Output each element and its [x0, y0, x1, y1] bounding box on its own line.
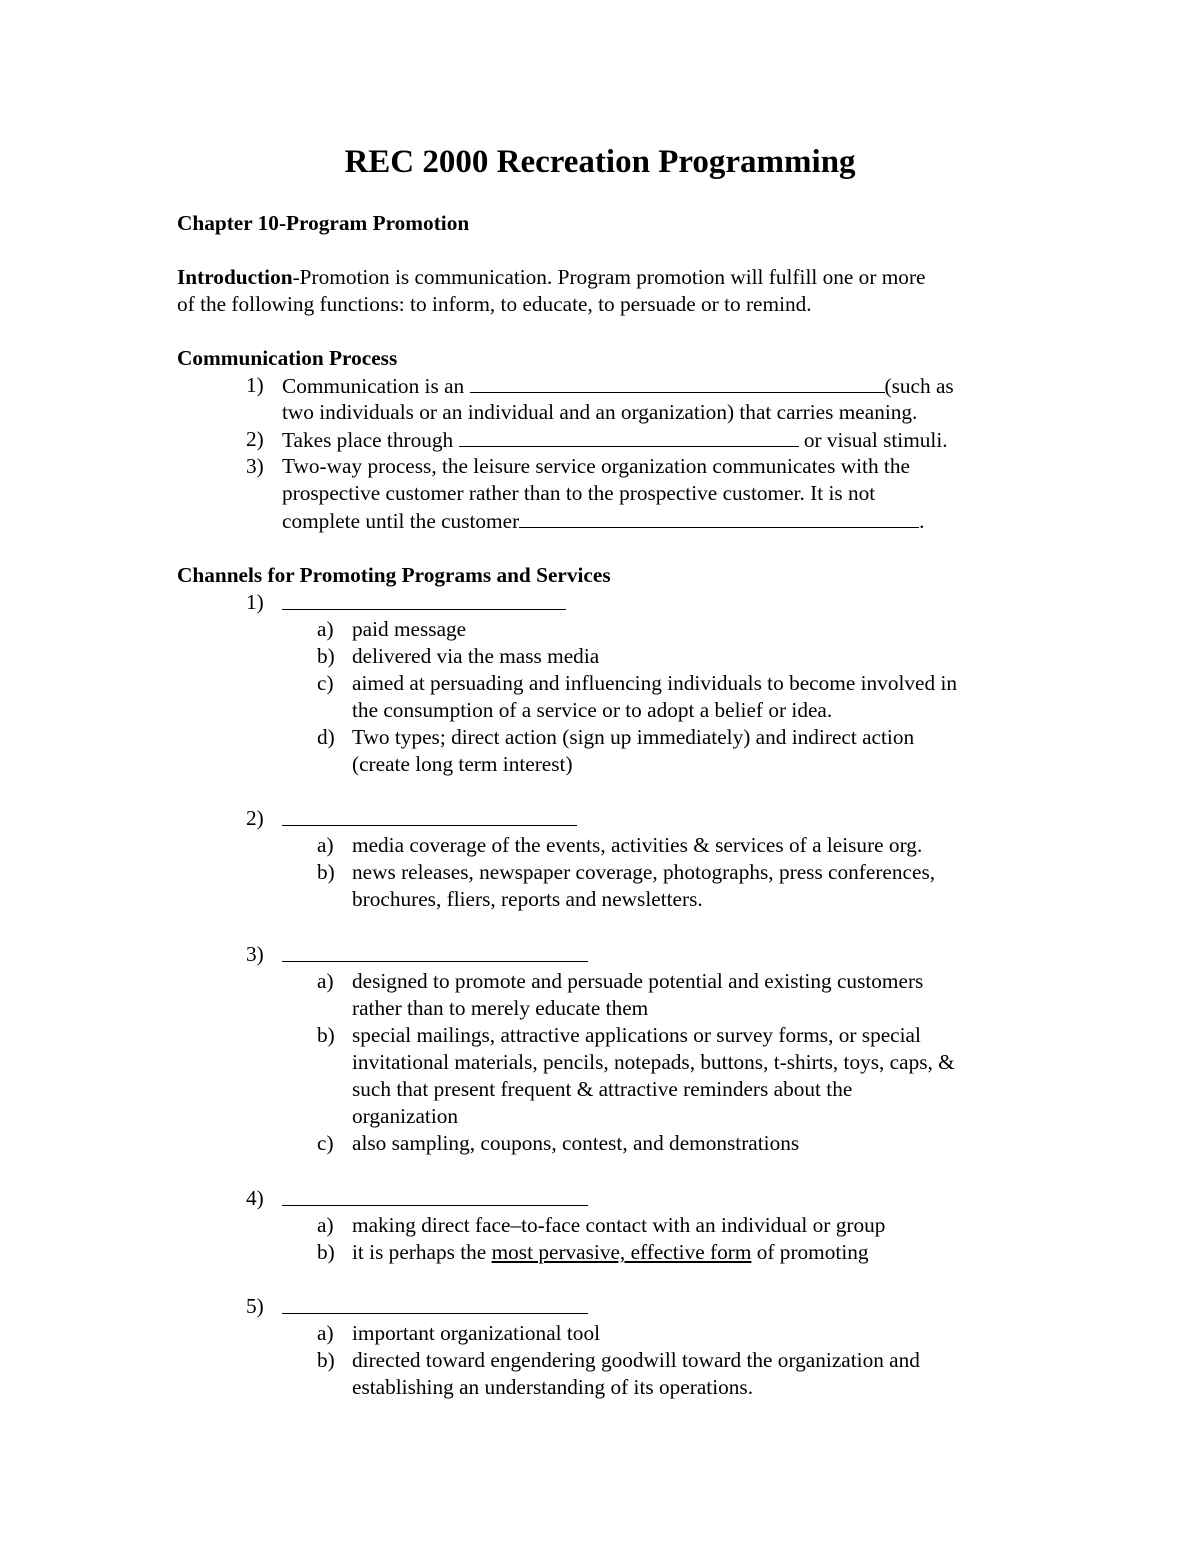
sub-item-text: also sampling, coupons, contest, and demonstrations [352, 1131, 800, 1155]
comm-item-1-pre: Communication is an [282, 374, 470, 398]
sub-item-text: delivered via the mass media [352, 644, 600, 668]
sub-item-text: news releases, newspaper coverage, photographs, press conferences, [352, 860, 936, 884]
communication-heading: Communication Process [177, 346, 398, 370]
channel-1-blank-line [282, 589, 566, 617]
fill-blank[interactable] [519, 507, 919, 528]
sub-letter: b) [317, 1240, 335, 1264]
sub-item-text: establishing an understanding of its operations. [352, 1375, 754, 1399]
fill-blank[interactable] [459, 426, 799, 447]
sub-item-text: Two types; direct action (sign up immediately) and indirect action [352, 725, 915, 749]
sub-letter: a) [317, 833, 334, 857]
sub-item-text: (create long term interest) [352, 752, 573, 776]
intro-text-1: -Promotion is communication. Program promotion will fulfill one or more [292, 265, 926, 289]
comm-item-number: 1) [246, 373, 264, 397]
channel-5-blank-line [282, 1293, 588, 1321]
comm-item-3-line-2: prospective customer rather than to the prospective customer. It is not [282, 481, 876, 505]
sub-letter: a) [317, 1321, 334, 1345]
fill-blank[interactable] [282, 941, 588, 962]
fill-blank[interactable] [282, 1293, 588, 1314]
comm-item-number: 2) [246, 427, 264, 451]
sub-item-text [352, 1239, 869, 1266]
channels-heading: Channels for Promoting Programs and Services [177, 563, 611, 587]
fill-blank[interactable] [282, 589, 566, 610]
sub-item-text: rather than to merely educate them [352, 996, 649, 1020]
channel-number: 1) [246, 590, 264, 614]
comm-item-1-cont: two individuals or an individual and an organization) that carries meaning. [282, 400, 918, 424]
fill-blank[interactable] [282, 805, 577, 826]
sub-letter: a) [317, 617, 334, 641]
comm-item-number: 3) [246, 454, 264, 478]
comm-item-3-post: . [919, 509, 925, 533]
comm-item-3-line-1: Two-way process, the leisure service organization communicates with the [282, 454, 910, 478]
fill-blank[interactable] [282, 1185, 588, 1206]
sub-item-text: brochures, fliers, reports and newsletters. [352, 887, 703, 911]
comm-item-2-pre: Takes place through [282, 428, 459, 452]
channel-2-blank-line [282, 805, 577, 833]
sub-item-text: designed to promote and persuade potential and existing customers [352, 969, 924, 993]
sub-letter: b) [317, 1023, 335, 1047]
intro-paragraph-line-2: of the following functions: to inform, to educate, to persuade or to remind. [177, 292, 812, 316]
channel-number: 4) [246, 1186, 264, 1210]
intro-paragraph-line-1 [177, 264, 926, 291]
sub-letter: a) [317, 1213, 334, 1237]
comm-item-3-line-3 [282, 507, 925, 535]
sub-item-text: the consumption of a service or to adopt a belief or idea. [352, 698, 833, 722]
sub-item-text: directed toward engendering goodwill toward the organization and [352, 1348, 920, 1372]
chapter-heading: Chapter 10-Program Promotion [177, 211, 470, 235]
sub-letter: b) [317, 1348, 335, 1372]
sub-item-text: making direct face–to-face contact with an individual or group [352, 1213, 886, 1237]
sub-item-pre: it is perhaps the [352, 1240, 492, 1264]
sub-item-text: important organizational tool [352, 1321, 601, 1345]
emphasis-underlined: most pervasive, effective form [491, 1240, 752, 1264]
sub-letter: c) [317, 671, 334, 695]
sub-item-text: special mailings, attractive applications or survey forms, or special [352, 1023, 921, 1047]
sub-item-text: invitational materials, pencils, notepads, buttons, t-shirts, toys, caps, & [352, 1050, 955, 1074]
sub-letter: b) [317, 860, 335, 884]
sub-letter: d) [317, 725, 335, 749]
sub-item-text: aimed at persuading and influencing individuals to become involved in [352, 671, 958, 695]
channel-number: 2) [246, 806, 264, 830]
intro-label: Introduction [177, 265, 293, 289]
sub-letter: a) [317, 969, 334, 993]
fill-blank[interactable] [470, 372, 885, 393]
page-title: REC 2000 Recreation Programming [344, 144, 856, 180]
comm-item-1-post: (such as [884, 374, 954, 398]
channel-number: 5) [246, 1294, 264, 1318]
sub-item-text: such that present frequent & attractive reminders about the [352, 1077, 853, 1101]
channel-4-blank-line [282, 1185, 588, 1213]
sub-item-text: organization [352, 1104, 459, 1128]
comm-item-1 [282, 372, 954, 400]
comm-item-2-post: or visual stimuli. [798, 428, 948, 452]
sub-letter: b) [317, 644, 335, 668]
channel-3-blank-line [282, 941, 588, 969]
sub-letter: c) [317, 1131, 334, 1155]
sub-item-text: media coverage of the events, activities & services of a leisure org. [352, 833, 923, 857]
sub-item-post: of promoting [751, 1240, 869, 1264]
comm-item-3-pre: complete until the customer [282, 509, 520, 533]
channel-number: 3) [246, 942, 264, 966]
sub-item-text: paid message [352, 617, 467, 641]
comm-item-2 [282, 426, 948, 454]
